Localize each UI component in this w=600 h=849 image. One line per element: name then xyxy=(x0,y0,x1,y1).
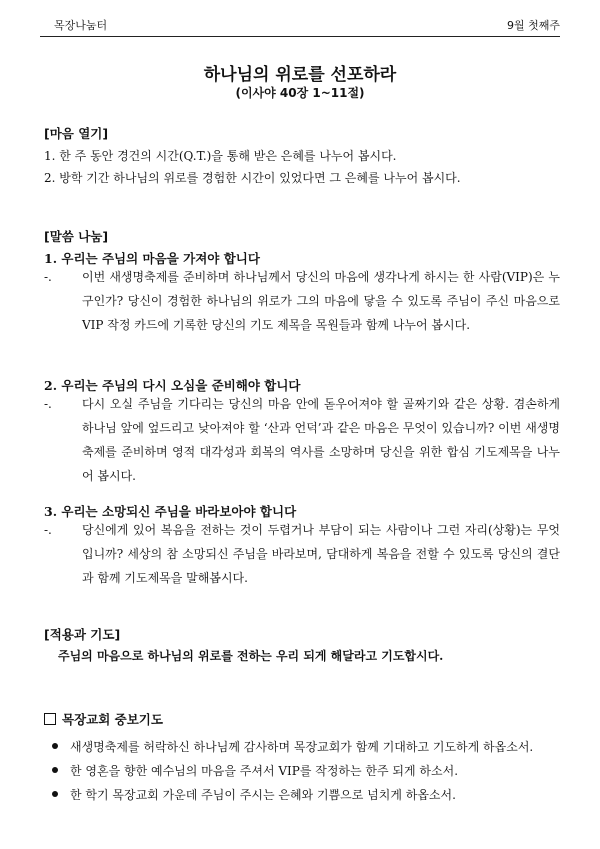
page-title: 하나님의 위로를 선포하라 xyxy=(203,65,397,85)
point-2-paragraph xyxy=(44,392,560,488)
prayer-item-text: 새생명축제를 허락하신 하나님께 감사하며 목장교회가 함께 기대하고 기도하게 하옵소서. xyxy=(70,740,534,754)
prayer-heading-label: 목장교회 중보기도 xyxy=(62,712,163,727)
point-2-title: 2. 우리는 주님의 다시 오심을 준비해야 합니다 xyxy=(44,378,301,393)
point-3-paragraph xyxy=(44,518,560,590)
open-item-2: 2. 방학 기간 하나님의 위로를 경험한 시간이 있었다면 그 은혜를 나누어 봅시다. xyxy=(44,171,461,185)
prayer-heading xyxy=(44,710,163,728)
point-2-text: 다시 오실 주님을 기다리는 당신의 마음 안에 돋우어져야 할 골짜기와 같은 상황. 겸손하게 하나님 앞에 엎드리고 낮아져야 할 ‘산과 언덕’과 같은 마음은 무엇이 있습니까? 이번 새생명축제를 준비하며 영적 대각성과 회복의 역사를 소망하며 당신을 위한 합심 기도제목을 나누어 봅시다. xyxy=(82,397,560,483)
word-heading: [말씀 나눔] xyxy=(44,229,109,244)
apply-text: 주님의 마음으로 하나님의 위로를 전하는 우리 되게 해달라고 기도합시다. xyxy=(58,649,444,663)
page-subtitle: (이사야 40장 1~11절) xyxy=(235,86,365,100)
point-3-title: 3. 우리는 소망되신 주님을 바라보아야 합니다 xyxy=(44,504,297,519)
prayer-item-2 xyxy=(52,762,458,779)
bullet-icon xyxy=(52,791,58,797)
header-right: 9월 첫째주 xyxy=(507,19,560,32)
prayer-item-text: 한 학기 목장교회 가운데 주님이 주시는 은혜와 기쁨으로 넘치게 하옵소서. xyxy=(70,788,456,802)
open-item-1: 1. 한 주 동안 경건의 시간(Q.T.)을 통해 받은 은혜를 나누어 봅시다. xyxy=(44,149,397,163)
point-1-text: 이번 새생명축제를 준비하며 하나님께서 당신의 마음에 생각나게 하시는 한 사람(VIP)은 누구인가? 당신이 경험한 하나님의 위로가 그의 마음에 닿을 수 있도록 주님이 주신 마음으로 VIP 작정 카드에 기록한 당신의 기도 제목을 목원들과 함께 나누어 봅시다. xyxy=(82,270,560,332)
bullet-icon xyxy=(52,743,58,749)
open-heading: [마음 열기] xyxy=(44,126,109,141)
point-1-title: 1. 우리는 주님의 마음을 가져야 합니다 xyxy=(44,251,260,266)
prayer-item-1 xyxy=(52,738,533,755)
header-left: 목장나눔터 xyxy=(54,19,108,32)
dash-marker: -. xyxy=(44,397,52,411)
bullet-icon xyxy=(52,767,58,773)
dash-marker: -. xyxy=(44,523,52,537)
checkbox-square-icon xyxy=(44,713,56,725)
page-header xyxy=(40,14,560,37)
point-1-paragraph xyxy=(44,265,560,337)
point-3-text: 당신에게 있어 복음을 전하는 것이 두렵거나 부담이 되는 사람이나 그런 자리(상황)는 무엇입니까? 세상의 참 소망되신 주님을 바라보며, 담대하게 복음을 전할 수 있도록 당신의 결단과 함께 기도제목을 말해봅시다. xyxy=(82,523,560,585)
dash-marker: -. xyxy=(44,270,52,284)
prayer-item-text: 한 영혼을 향한 예수님의 마음을 주셔서 VIP를 작정하는 한주 되게 하소서. xyxy=(70,764,459,778)
prayer-item-3 xyxy=(52,786,456,803)
apply-heading: [적용과 기도] xyxy=(44,627,121,642)
